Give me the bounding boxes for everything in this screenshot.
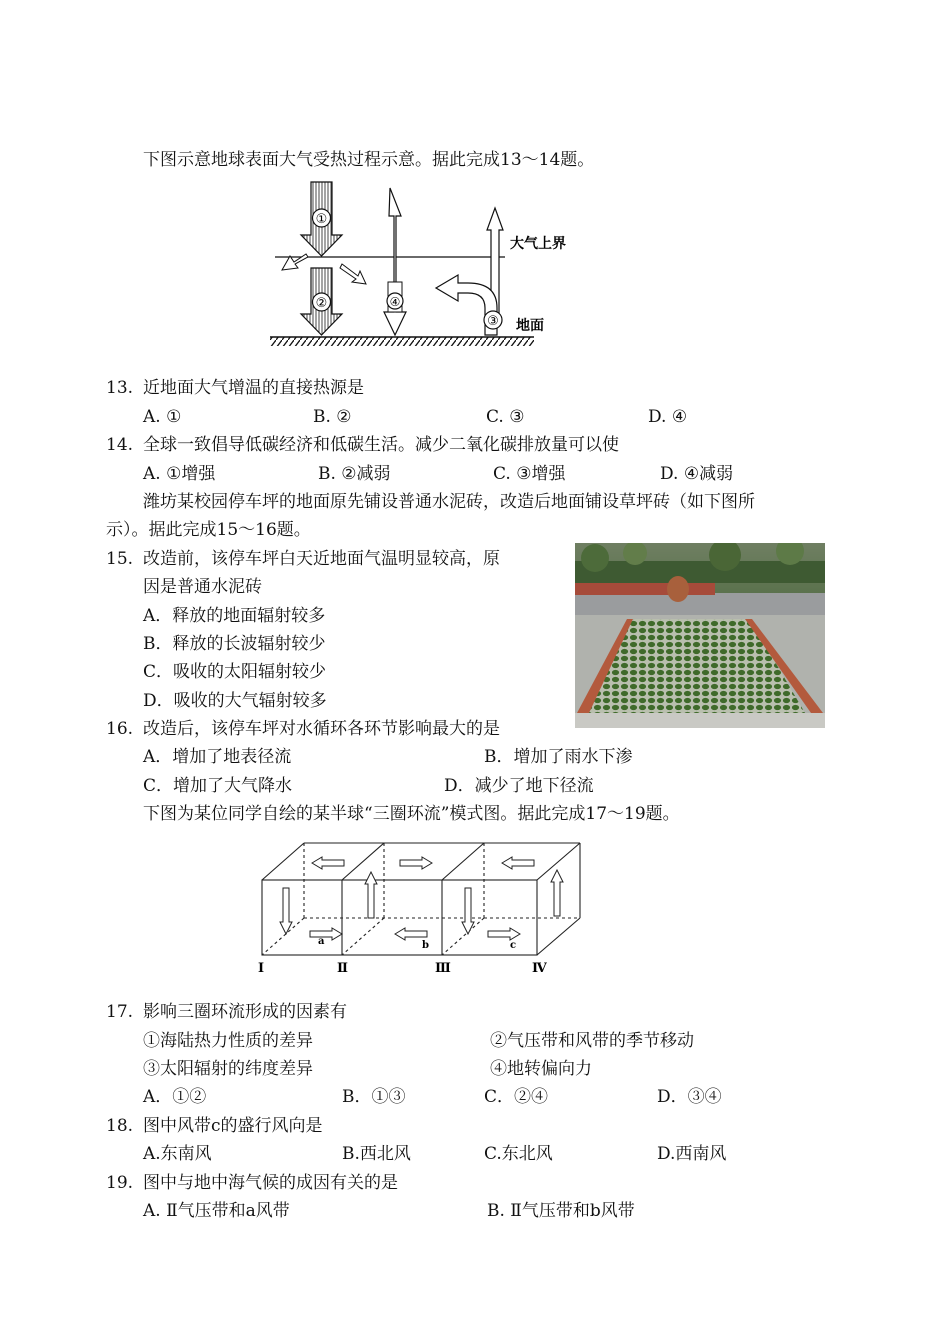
label-ground: 地面 [516,318,544,334]
q19-option-a: A. Ⅱ气压带和a风带 [143,1201,290,1221]
q13-option-b: B. ② [313,407,352,427]
intro-15-16-line1: 潍坊某校园停车坪的地面原先铺设普通水泥砖，改造后地面铺设草坪砖（如下图所 [143,492,755,512]
svg-text:c: c [510,940,517,951]
q16-stem: 改造后，该停车坪对水循环各环节影响最大的是 [143,719,500,739]
intro-17-19: 下图为某位同学自绘的某半球“三圈环流”模式图。据此完成17～19题。 [143,804,680,824]
svg-text:Ⅳ: Ⅳ [532,961,547,976]
grass-paver-photo [575,543,825,728]
svg-text:③: ③ [487,314,499,329]
q13-option-a: A. ① [143,407,182,427]
intro-15-16-line2: 示）。据此完成15～16题。 [106,520,311,540]
q15-option-b: B．释放的长波辐射较少 [143,634,326,654]
q15-number: 15. [106,549,134,569]
q14-option-b: B. ②减弱 [318,464,391,484]
label-atmosphere-top: 大气上界 [510,236,566,252]
q13-option-c: C. ③ [486,407,525,427]
svg-text:Ⅲ: Ⅲ [435,961,451,976]
svg-text:①: ① [315,212,328,227]
q19-option-b: B. Ⅱ气压带和b风带 [487,1201,635,1221]
svg-text:Ⅱ: Ⅱ [337,961,348,976]
q16-number: 16. [106,719,134,739]
q17-stem: 影响三圈环流形成的因素有 [143,1002,347,1022]
q17-number: 17. [106,1002,134,1022]
q19-number: 19. [106,1173,134,1193]
q13-stem: 近地面大气增温的直接热源是 [143,378,364,398]
reflection-arrow [282,254,308,270]
q17-factor-1: ①海陆热力性质的差异 [143,1031,313,1051]
arrow-4-counter-radiation [384,188,406,335]
svg-text:b: b [422,940,429,951]
q17-factor-3: ③太阳辐射的纬度差异 [143,1059,313,1079]
q13-option-d: D. ④ [648,407,688,427]
atmosphere-heating-diagram [270,180,570,350]
intro-13-14: 下图示意地球表面大气受热过程示意。据此完成13～14题。 [143,150,595,170]
q15-stem-line1: 改造前，该停车坪白天近地面气温明显较高，原 [143,549,500,569]
q17-option-c: C．②④ [484,1087,549,1107]
q16-option-a: A．增加了地表径流 [143,747,292,767]
q13-number: 13. [106,378,134,398]
q19-stem: 图中与地中海气候的成因有关的是 [143,1173,398,1193]
q18-number: 18. [106,1116,134,1136]
q14-option-a: A. ①增强 [143,464,216,484]
q15-stem-line2: 因是普通水泥砖 [143,577,262,597]
svg-text:②: ② [315,296,328,311]
q17-option-a: A．①② [143,1087,207,1107]
q14-stem: 全球一致倡导低碳经济和低碳生活。减少二氧化碳排放量可以使 [143,435,619,455]
q17-option-b: B．①③ [342,1087,406,1107]
q15-option-d: D．吸收的大气辐射较多 [143,691,327,711]
q17-factor-2: ②气压带和风带的季节移动 [490,1031,694,1051]
three-cell-circulation-diagram [250,838,590,978]
q18-option-a: A.东南风 [143,1144,212,1164]
q17-factor-4: ④地转偏向力 [490,1059,592,1079]
q17-option-d: D．③④ [657,1087,722,1107]
q14-option-c: C. ③增强 [493,464,566,484]
q16-option-c: C．增加了大气降水 [143,776,293,796]
svg-text:a: a [318,936,325,947]
q15-option-a: A．释放的地面辐射较多 [143,606,326,626]
svg-text:④: ④ [389,295,401,309]
q16-option-b: B．增加了雨水下渗 [484,747,633,767]
q18-option-b: B.西北风 [342,1144,411,1164]
scatter-arrow [340,264,366,284]
q14-option-d: D. ④减弱 [660,464,734,484]
q18-stem: 图中风带c的盛行风向是 [143,1116,323,1136]
q15-option-c: C．吸收的太阳辐射较少 [143,662,327,682]
q16-option-d: D．减少了地下径流 [444,776,594,796]
q14-number: 14. [106,435,134,455]
svg-text:Ⅰ: Ⅰ [258,961,265,976]
q18-option-c: C.东北风 [484,1144,553,1164]
q18-option-d: D.西南风 [657,1144,727,1164]
